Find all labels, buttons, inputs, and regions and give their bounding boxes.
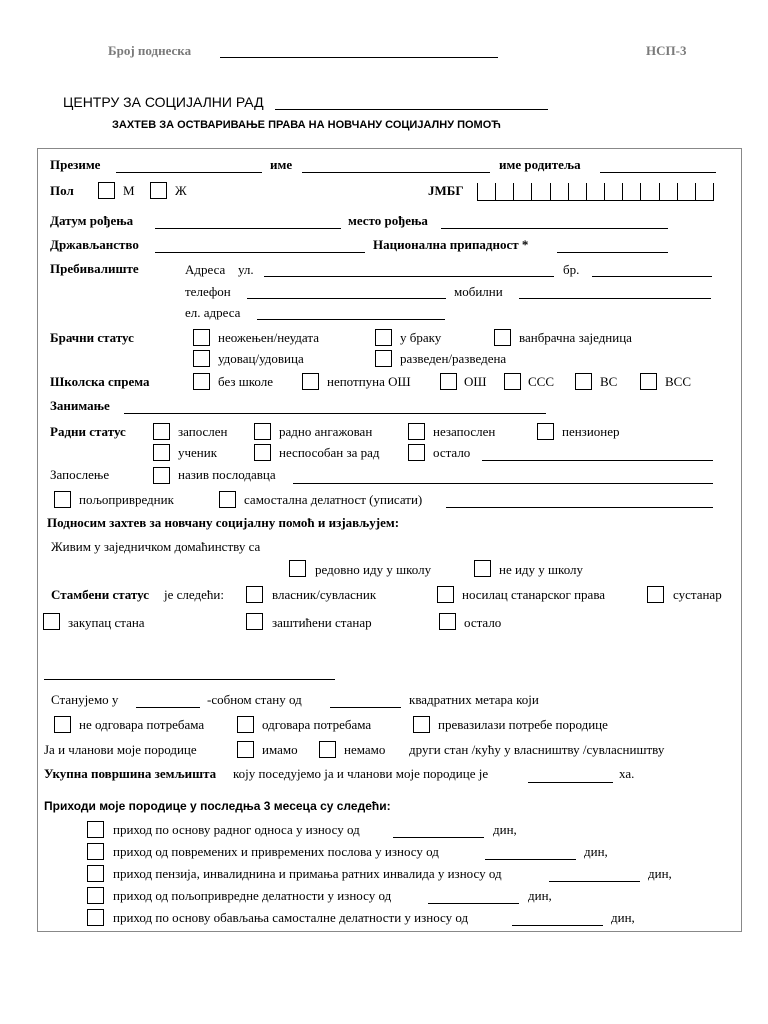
income-item-currency: дин, (528, 888, 552, 903)
birth-date-field[interactable] (155, 228, 341, 229)
school-yes-label: редовно иду у школу (315, 562, 432, 577)
edu-university-label: ВСС (665, 374, 692, 389)
have-label: имамо (262, 742, 298, 757)
school-yes-checkbox[interactable] (289, 560, 306, 577)
marital-divorced-label: разведен/разведена (400, 351, 507, 366)
housing-lessee-checkbox[interactable] (43, 613, 60, 630)
income-item-label: приход по основу обављања самосталне делатности у износу од (113, 910, 469, 925)
meets-checkbox[interactable] (237, 716, 254, 733)
have-checkbox[interactable] (237, 741, 254, 758)
income-item-field[interactable] (485, 859, 576, 860)
housing-tenant-right-label: носилац станарског права (462, 587, 606, 602)
sex-label: Пол (50, 183, 74, 198)
exceeds-label: превазилази потребе породице (438, 717, 608, 732)
sex-male-label: М (123, 183, 135, 198)
submission-number-label: Број поднеска (108, 43, 192, 58)
work-other-label: остало (433, 445, 471, 460)
parent-name-field[interactable] (600, 172, 716, 173)
work-other-checkbox[interactable] (408, 444, 425, 461)
marital-married-label: у браку (400, 330, 442, 345)
family-label: Ја и чланови моје породице (44, 742, 197, 757)
work-student-checkbox[interactable] (153, 444, 170, 461)
employer-label: назив послодавца (178, 467, 276, 482)
income-item-label: приход од повремених и привремених послова у износу од (113, 844, 439, 859)
work-employed-checkbox[interactable] (153, 423, 170, 440)
employment-label: Запослење (50, 467, 110, 482)
household-label: Живим у заједничком домаћинству са (51, 539, 261, 554)
income-item-checkbox[interactable] (87, 843, 104, 860)
farmer-checkbox[interactable] (54, 491, 71, 508)
house-number-field[interactable] (592, 276, 712, 277)
edu-secondary-checkbox[interactable] (504, 373, 521, 390)
housing-protected-checkbox[interactable] (246, 613, 263, 630)
work-status-label: Радни статус (50, 424, 126, 439)
income-item-currency: дин, (584, 844, 608, 859)
income-item-label: приход од пољопривредне делатности у износу од (113, 888, 392, 903)
surname-label: Презиме (50, 157, 101, 172)
email-field[interactable] (257, 319, 445, 320)
edu-incomplete-checkbox[interactable] (302, 373, 319, 390)
birth-place-field[interactable] (441, 228, 668, 229)
have-not-checkbox[interactable] (319, 741, 336, 758)
have-not-label: немамо (344, 742, 386, 757)
surname-field[interactable] (116, 172, 262, 173)
sex-male-checkbox[interactable] (98, 182, 115, 199)
housing-status-label: Стамбени статус (51, 587, 150, 602)
housing-co-tenant-label: сустанар (673, 587, 722, 602)
submission-number-field[interactable] (220, 57, 498, 58)
work-incapable-label: неспособан за рад (279, 445, 380, 460)
center-field[interactable] (275, 109, 548, 110)
house-number-label: бр. (563, 262, 580, 277)
birth-date-label: Датум рођења (50, 213, 134, 228)
name-field[interactable] (302, 172, 490, 173)
citizenship-field[interactable] (155, 252, 365, 253)
other-flat-label: други стан /кућу у власништву /сувласништву (409, 742, 665, 757)
income-item-currency: дин, (493, 822, 517, 837)
income-item-field[interactable] (512, 925, 603, 926)
income-item-label: приход по основу радног односа у износу од (113, 822, 360, 837)
citizenship-label: Држављанство (50, 237, 139, 252)
edu-primary-checkbox[interactable] (440, 373, 457, 390)
mobile-field[interactable] (519, 298, 711, 299)
marital-married-checkbox[interactable] (375, 329, 392, 346)
housing-other-label: остало (464, 615, 502, 630)
edu-secondary-label: ССС (528, 374, 555, 389)
work-other-field[interactable] (482, 460, 713, 461)
income-item-checkbox[interactable] (87, 909, 104, 926)
live-in-label: Станујемо у (51, 692, 119, 707)
jmbg-field[interactable] (477, 183, 714, 201)
income-title: Приходи моје породице у последња 3 месеца су следећи: (44, 799, 391, 813)
income-item-checkbox[interactable] (87, 821, 104, 838)
housing-status-suffix: је следећи: (164, 587, 224, 602)
work-unemployed-label: незапослен (433, 424, 496, 439)
land-field[interactable] (528, 782, 613, 783)
housing-owner-label: власник/сувласник (272, 587, 377, 602)
work-engaged-label: радно ангажован (279, 424, 373, 439)
work-employed-label: запослен (178, 424, 228, 439)
work-retired-label: пензионер (562, 424, 620, 439)
rooms-field[interactable] (136, 707, 200, 708)
farmer-label: пољопривредник (79, 492, 174, 507)
school-no-label: не иду у школу (499, 562, 584, 577)
marital-status-label: Брачни статус (50, 330, 134, 345)
marital-partnership-label: ванбрачна заједница (519, 330, 632, 345)
phone-label: телефон (185, 284, 231, 299)
housing-lessee-label: закупац стана (68, 615, 145, 630)
income-item-field[interactable] (549, 881, 640, 882)
address-label: Адреса (185, 262, 226, 277)
housing-protected-label: заштићени станар (272, 615, 372, 630)
street-label: ул. (238, 262, 254, 277)
occupation-field[interactable] (124, 413, 546, 414)
edu-incomplete-label: непотпуна ОШ (327, 374, 411, 389)
housing-owner-checkbox[interactable] (246, 586, 263, 603)
edu-primary-label: ОШ (464, 374, 487, 389)
form-code: НСП-3 (646, 43, 687, 58)
work-unemployed-checkbox[interactable] (408, 423, 425, 440)
residence-label: Пребивалиште (50, 261, 139, 276)
education-label: Школска спрема (50, 374, 150, 389)
income-item-currency: дин, (648, 866, 672, 881)
income-item-label: приход пензија, инвалиднина и примања ратних инвалида у износу од (113, 866, 502, 881)
not-meet-label: не одговара потребама (79, 717, 205, 732)
housing-tenant-right-checkbox[interactable] (437, 586, 454, 603)
land-unit: ха. (619, 766, 635, 781)
income-item-field[interactable] (393, 837, 484, 838)
meets-label: одговара потребама (262, 717, 372, 732)
phone-field[interactable] (247, 298, 446, 299)
self-employed-label: самостална делатност (уписати) (244, 492, 423, 507)
exceeds-checkbox[interactable] (413, 716, 430, 733)
jmbg-label: ЈМБГ (428, 183, 464, 198)
edu-higher-checkbox[interactable] (575, 373, 592, 390)
own-flat-label: -собном стану од (207, 692, 302, 707)
form-title: ЗАХТЕВ ЗА ОСТВАРИВАЊЕ ПРАВА НА НОВЧАНУ СОЦИЈАЛНУ ПОМОЋ (112, 119, 501, 131)
marital-widowed-checkbox[interactable] (193, 350, 210, 367)
employer-checkbox[interactable] (153, 467, 170, 484)
mobile-label: мобилни (454, 284, 503, 299)
occupation-label: Занимање (50, 398, 110, 413)
income-item-checkbox[interactable] (87, 865, 104, 882)
housing-other-field[interactable] (44, 679, 335, 680)
income-item-field[interactable] (428, 903, 519, 904)
income-item-checkbox[interactable] (87, 887, 104, 904)
sqm-field[interactable] (330, 707, 401, 708)
center-label: ЦЕНТРУ ЗА СОЦИЈАЛНИ РАД (63, 94, 264, 110)
marital-unmarried-checkbox[interactable] (193, 329, 210, 346)
self-employed-field[interactable] (446, 507, 713, 508)
name-label: име (270, 157, 293, 172)
land-label: Укупна површина земљишта (44, 766, 217, 781)
email-label: ел. адреса (185, 305, 241, 320)
work-retired-checkbox[interactable] (537, 423, 554, 440)
edu-none-checkbox[interactable] (193, 373, 210, 390)
street-field[interactable] (264, 276, 554, 277)
request-statement: Подносим захтев за новчану социјалну помоћ и изјављујем: (47, 515, 400, 530)
parent-name-label: име родитеља (499, 157, 581, 172)
marital-widowed-label: удовац/удовица (218, 351, 304, 366)
sex-female-label: Ж (175, 183, 187, 198)
marital-unmarried-label: неожењен/неудата (218, 330, 319, 345)
employer-field[interactable] (293, 483, 713, 484)
self-employed-checkbox[interactable] (219, 491, 236, 508)
housing-co-tenant-checkbox[interactable] (647, 586, 664, 603)
work-incapable-checkbox[interactable] (254, 444, 271, 461)
work-student-label: ученик (178, 445, 218, 460)
land-text: коју поседујемо ја и чланови моје породице је (233, 766, 489, 781)
nationality-label: Национална припадност * (373, 237, 529, 252)
school-no-checkbox[interactable] (474, 560, 491, 577)
edu-university-checkbox[interactable] (640, 373, 657, 390)
work-engaged-checkbox[interactable] (254, 423, 271, 440)
marital-divorced-checkbox[interactable] (375, 350, 392, 367)
marital-partnership-checkbox[interactable] (494, 329, 511, 346)
birth-place-label: место рођења (348, 213, 428, 228)
sex-female-checkbox[interactable] (150, 182, 167, 199)
nationality-field[interactable] (557, 252, 668, 253)
sqm-label: квадратних метара који (409, 692, 539, 707)
housing-other-checkbox[interactable] (439, 613, 456, 630)
income-item-currency: дин, (611, 910, 635, 925)
edu-none-label: без школе (218, 374, 274, 389)
not-meet-checkbox[interactable] (54, 716, 71, 733)
edu-higher-label: ВС (600, 374, 618, 389)
